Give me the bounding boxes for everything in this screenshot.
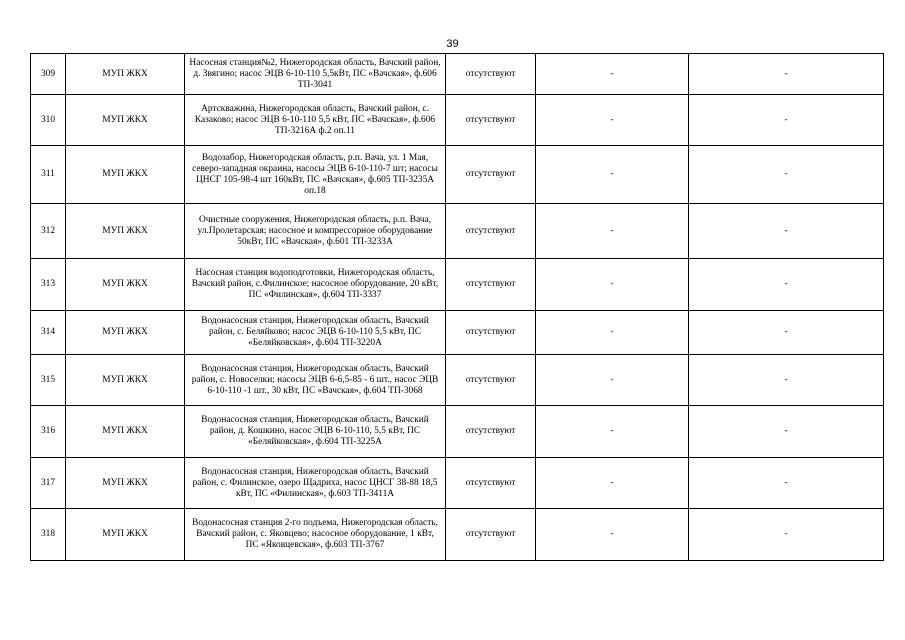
cell-object-description: Водонасосная станция, Нижегородская область, Вачский район, с. Беляйково; насос ЭЦВ 6-10-110 5,5 кВт, ПС «Беляйковская», ф.604 ТП-3220А	[185, 311, 446, 355]
cell-number: 311	[31, 146, 66, 204]
table-row	[31, 355, 884, 406]
cell-column-5: -	[536, 458, 689, 509]
cell-object-description: Насосная станция водоподготовки, Нижегородская область, Вачский район, с.Филинское; насосное оборудование, 20 кВт, ПС «Филинская», ф.604 ТП-3337	[185, 259, 446, 311]
table-row	[31, 146, 884, 204]
cell-column-6: -	[689, 259, 884, 311]
table-row	[31, 54, 884, 95]
cell-number: 314	[31, 311, 66, 355]
table-row	[31, 95, 884, 146]
table-row	[31, 509, 884, 561]
cell-organization: МУП ЖКХ	[66, 509, 185, 561]
cell-column-5: -	[536, 355, 689, 406]
table-row	[31, 458, 884, 509]
cell-status: отсутствуют	[446, 204, 536, 259]
cell-number: 316	[31, 406, 66, 458]
cell-object-description: Водонасосная станция, Нижегородская область, Вачский район, с. Новоселки; насосы ЭЦВ 6-6,5-85 - 6 шт., насос ЭЦВ 6-10-110 -1 шт., 30 кВт, ПС «Вачская», ф.604 ТП-3068	[185, 355, 446, 406]
cell-object-description: Водонасосная станция, Нижегородская область, Вачский район, д. Кошкино, насос ЭЦВ 6-10-110, 5,5 кВт, ПС «Беляйковская», ф.604 ТП-3225А	[185, 406, 446, 458]
table-body	[31, 54, 884, 561]
cell-organization: МУП ЖКХ	[66, 259, 185, 311]
cell-status: отсутствуют	[446, 355, 536, 406]
cell-organization: МУП ЖКХ	[66, 355, 185, 406]
cell-column-6: -	[689, 509, 884, 561]
cell-organization: МУП ЖКХ	[66, 204, 185, 259]
cell-column-6: -	[689, 54, 884, 95]
cell-status: отсутствуют	[446, 54, 536, 95]
cell-column-6: -	[689, 355, 884, 406]
cell-organization: МУП ЖКХ	[66, 54, 185, 95]
cell-organization: МУП ЖКХ	[66, 458, 185, 509]
cell-column-6: -	[689, 146, 884, 204]
cell-status: отсутствуют	[446, 259, 536, 311]
cell-number: 309	[31, 54, 66, 95]
cell-number: 310	[31, 95, 66, 146]
cell-status: отсутствуют	[446, 406, 536, 458]
cell-status: отсутствуют	[446, 509, 536, 561]
cell-organization: МУП ЖКХ	[66, 95, 185, 146]
cell-organization: МУП ЖКХ	[66, 311, 185, 355]
cell-status: отсутствуют	[446, 458, 536, 509]
cell-column-6: -	[689, 406, 884, 458]
cell-column-5: -	[536, 95, 689, 146]
cell-column-5: -	[536, 259, 689, 311]
page-number: 39	[446, 38, 459, 50]
cell-number: 313	[31, 259, 66, 311]
table-row	[31, 259, 884, 311]
cell-column-6: -	[689, 458, 884, 509]
cell-object-description: Артскважина, Нижегородская область, Вачский район, с. Казаково; насос ЭЦВ 6-10-110 5,5 кВт, ПС «Вачская», ф.606 ТП-3216А ф.2 оп.11	[185, 95, 446, 146]
cell-column-5: -	[536, 146, 689, 204]
cell-object-description: Водонасосная станция, Нижегородская область, Вачский район, с. Филинское, озеро Щадриха, насос ЦНСГ 38-88 18,5 кВт, ПС «Филинская», ф.603 ТП-3411А	[185, 458, 446, 509]
cell-number: 318	[31, 509, 66, 561]
table-row	[31, 406, 884, 458]
cell-number: 315	[31, 355, 66, 406]
cell-number: 312	[31, 204, 66, 259]
cell-column-6: -	[689, 95, 884, 146]
cell-column-6: -	[689, 204, 884, 259]
cell-organization: МУП ЖКХ	[66, 406, 185, 458]
cell-object-description: Водозабор, Нижегородская область, р.п. Вача, ул. 1 Мая, северо-западная окраина, насосы ЭЦВ 6-10-110-7 шт; насосы ЦНСГ 105-98-4 шт 160кВт, ПС «Вачская», ф.605 ТП-3235А оп.18	[185, 146, 446, 204]
cell-column-5: -	[536, 311, 689, 355]
cell-column-5: -	[536, 54, 689, 95]
cell-status: отсутствуют	[446, 95, 536, 146]
cell-column-6: -	[689, 311, 884, 355]
cell-column-5: -	[536, 509, 689, 561]
table-row	[31, 311, 884, 355]
cell-number: 317	[31, 458, 66, 509]
cell-column-5: -	[536, 406, 689, 458]
cell-column-5: -	[536, 204, 689, 259]
cell-object-description: Насосная станция№2, Нижегородская область, Вачский район, д. Звягино; насос ЭЦВ 6-10-110 5,5кВт, ПС «Вачская», ф.606 ТП-3041	[185, 54, 446, 95]
table-row	[31, 204, 884, 259]
cell-object-description: Очистные сооружения, Нижегородская область, р.п. Вача, ул.Пролетарская; насосное и компрессорное оборудование 50кВт, ПС «Вачская», ф.601 ТП-3233А	[185, 204, 446, 259]
cell-status: отсутствуют	[446, 146, 536, 204]
objects-table	[30, 53, 884, 561]
cell-status: отсутствуют	[446, 311, 536, 355]
cell-organization: МУП ЖКХ	[66, 146, 185, 204]
cell-object-description: Водонасосная станция 2-го подъема, Нижегородская область, Вачский район, с. Яковцево; насосное оборудование, 1 кВт, ПС «Яковцевская», ф.603 ТП-3767	[185, 509, 446, 561]
